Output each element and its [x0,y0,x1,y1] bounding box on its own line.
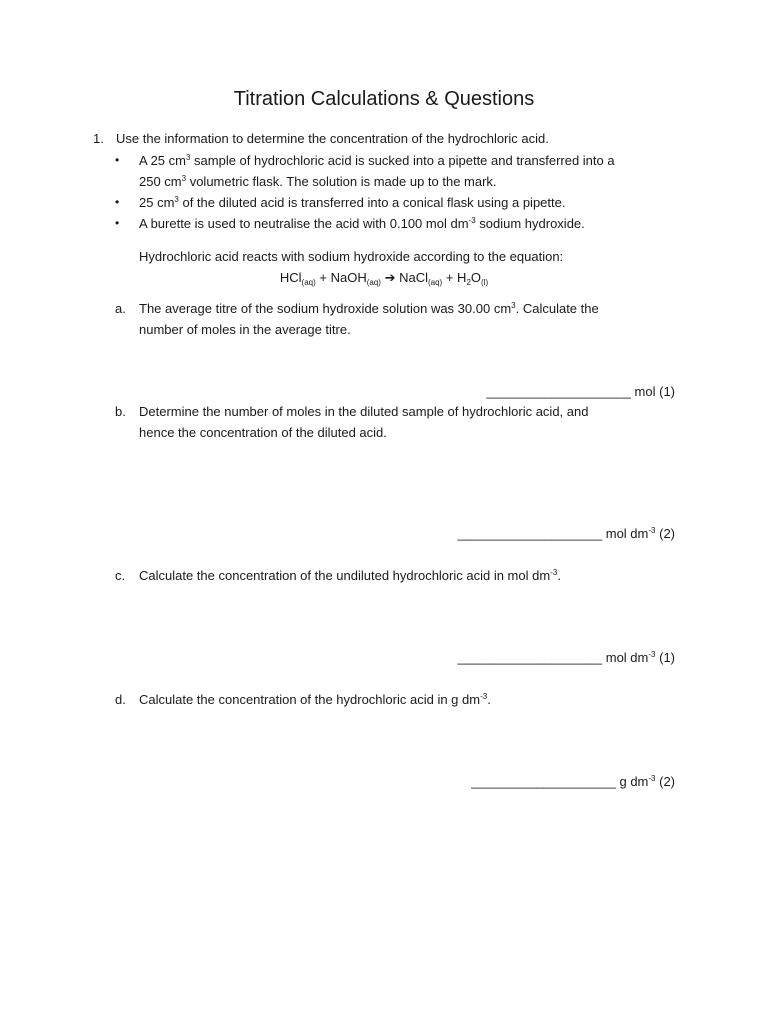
part-a-text-line-1: The average titre of the sodium hydroxide solution was 30.00 $cm^3$. Calculate the [139,301,599,316]
answer-blank: ____________________ [457,526,603,541]
bullet-marker: • [115,153,120,167]
equation-intro: Hydrochloric acid reacts with sodium hydroxide according to the equation: [139,249,564,264]
part-d-text: Calculate the concentration of the hydrochloric acid in g $dm^{-3}$. [139,692,491,707]
part-b-text-line-2: hence the concentration of the diluted acid. [139,425,387,440]
part-c-answer-line: ____________________ mol $dm^{-3}$ (1) [457,650,675,665]
answer-blank: ____________________ [457,650,603,665]
bullet-marker: • [115,195,120,209]
reaction-arrow-icon: ➔ [380,270,400,285]
part-a-answer-line: ____________________ mol (1) [486,384,675,399]
answer-blank: ____________________ [471,774,616,789]
part-b-label: b. [115,404,126,419]
part-c-text: Calculate the concentration of the undiluted hydrochloric acid in mol $dm^{-3}$. [139,568,561,583]
part-d-label: d. [115,692,126,707]
part-d-answer-line: ____________________ g $dm^{-3}$ (2) [471,774,675,789]
part-c-label: c. [115,568,126,583]
question-text: Use the information to determine the concentration of the hydrochloric acid. [116,131,549,146]
bullet-marker: • [115,216,120,230]
bullet-3: A burette is used to neutralise the acid with 0.100 mol $dm^{-3}$ sodium hydroxide. [139,216,585,231]
part-a-label: a. [115,301,126,316]
page-title: Titration Calculations & Questions [233,88,535,110]
part-b-text-line-1: Determine the number of moles in the diluted sample of hydrochloric acid, and [139,404,589,419]
part-b-answer-line: ____________________ mol $dm^{-3}$ (2) [457,526,675,541]
chemical-equation: HCl$_{(aq)}$ + NaOH$_{(aq)}$ ➔ NaCl$_{(aq)}$ + $H_2O_{(l)}$ [279,270,489,287]
bullet-2: 25 $cm^3$ of the diluted acid is transferred into a conical flask using a pipette. [139,195,566,210]
question-number: 1. [93,131,104,146]
bullet-1-line-2: 250 $cm^3$ volumetric flask. The solution is made up to the mark. [139,174,497,189]
part-a-text-line-2: number of moles in the average titre. [139,322,351,337]
answer-blank: ____________________ [486,384,631,399]
bullet-1-line-1: A 25 $cm^3$ sample of hydrochloric acid is sucked into a pipette and transferred into a [139,153,615,168]
